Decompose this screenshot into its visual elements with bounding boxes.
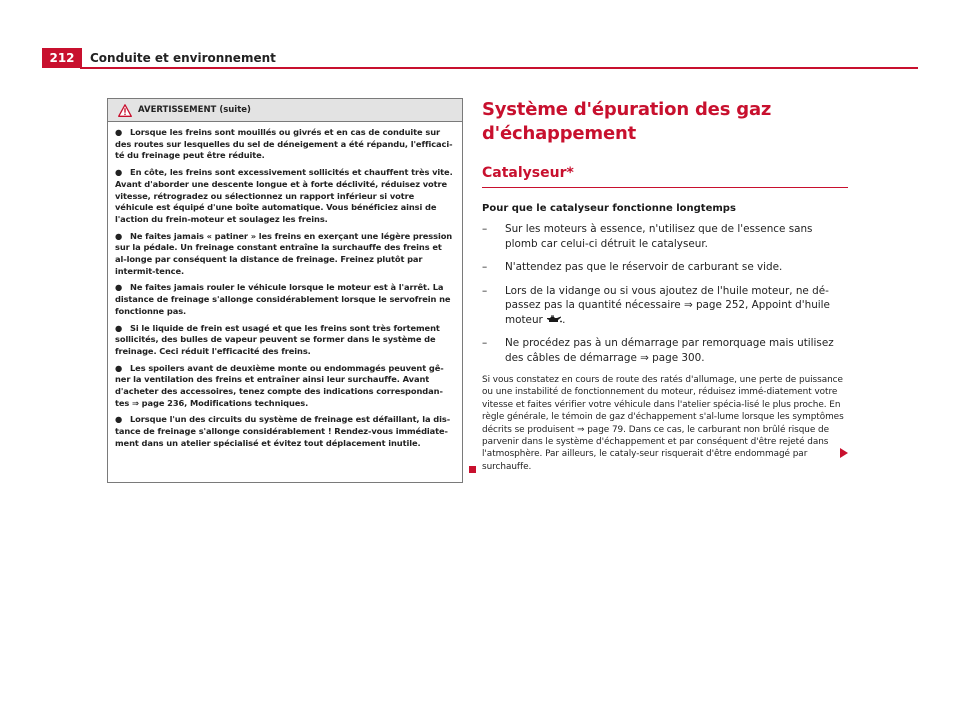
header-rule [80, 67, 918, 69]
list-item-text: Lors de la vidange ou si vous ajoutez de l'huile moteur, ne dé-passez pas la quantité nécessaire ⇒ page 252, Appoint d'huile moteur [505, 284, 830, 326]
warning-item-text: En côte, les freins sont excessivement sollicités et chauffent très vite. Avant d'aborder une descente longue et à forte déclivité, réduisez votre vitesse, rétrogradez ou sélectionnez un rapport inférieur si votre véhicule est équipé d'une boîte automatique. Vous bénéficiez ainsi de l'action du frein-moteur et soulagez les freins. [115, 167, 453, 224]
body-paragraph: Si vous constatez en cours de route des ratés d'allumage, une perte de puissance ou une instabilité de fonctionnement du moteur, réduisez immé-diatement votre vitesse et faites vérifier votre véhicule dans l'atelier spécia-lisé le plus proche. En règle générale, le témoin de gaz d'échappement s'al-lume lorsque les symptômes décrits se produisent ⇒ page 79. Dans ce cas, le carburant non brûlé risque de parvenir dans le système d'échappement et par conséquent d'être rejeté dans l'atmosphère. Par ailleurs, le cataly-seur risquerait d'être endommagé par surchauffe. [482, 375, 844, 472]
list-item-text: Sur les moteurs à essence, n'utilisez que de l'essence sans plomb car celui-ci détruit le catalyseur. [505, 223, 813, 250]
bullet: ● [115, 127, 123, 137]
warning-triangle-icon [118, 104, 132, 117]
bullet: ● [115, 322, 123, 333]
warning-item-text: Lorsque les freins sont mouillés ou givrés et en cas de conduite sur des routes sur lesquelles du sel de déneigement a été répandu, l'efficaci-té du freinage peut être réduite. [115, 127, 453, 161]
warning-item [115, 231, 454, 278]
list-item [482, 336, 848, 365]
section-title: Système d'épuration des gaz d'échappement [482, 99, 772, 144]
dash: – [482, 337, 488, 349]
bullet: ● [115, 230, 123, 241]
bullet: ● [115, 362, 123, 373]
oil-can-icon [546, 315, 562, 324]
page-number: 212 [42, 48, 82, 68]
bullet: ● [115, 414, 123, 425]
warning-item [115, 363, 454, 410]
warning-item [115, 127, 454, 162]
dash: – [482, 284, 488, 297]
warning-item [115, 414, 454, 449]
section-subtitle: Catalyseur* [482, 163, 848, 188]
main-content [482, 98, 848, 473]
warning-item [115, 282, 454, 317]
section-end-mark [469, 466, 476, 473]
dash: – [482, 261, 488, 273]
dash: – [482, 223, 488, 235]
continue-arrow-icon [840, 448, 848, 458]
list-item-text: Ne procédez pas à un démarrage par remorquage mais utilisez des câbles de démarrage ⇒ page 300. [505, 337, 834, 364]
warning-title: AVERTISSEMENT (suite) [138, 105, 251, 115]
list-item-text: N'attendez pas que le réservoir de carburant se vide. [505, 261, 783, 273]
list-item [482, 284, 848, 328]
warning-item-text: Ne faites jamais rouler le véhicule lorsque le moteur est à l'arrêt. La distance de freinage s'allonge considérablement lorsque le servofrein ne fonctionne pas. [115, 282, 451, 316]
list-item-suffix: . [562, 313, 566, 326]
list-item [482, 260, 848, 275]
list-item [482, 222, 848, 251]
warning-item [115, 167, 454, 226]
warning-body [108, 122, 462, 450]
warning-box [107, 98, 463, 483]
warning-item [115, 323, 454, 358]
warning-item-text: Les spoilers avant de deuxième monte ou endommagés peuvent gê-ner la ventilation des freins et entraîner ainsi leur surchauffe. Avant d'acheter des accessoires, tenez compte des indications correspondan-tes ⇒ page 236, Modifications techniques. [115, 362, 444, 408]
warning-item-text: Ne faites jamais « patiner » les freins en exerçant une légère pression sur la pédale. Un freinage constant entraîne la surchauffe des freins et al-longe par conséquent la distance de freinage. Freinez plutôt par intermit-tence. [115, 230, 453, 276]
paragraph-heading: Pour que le catalyseur fonctionne longtemps [482, 203, 736, 214]
chapter-title: Conduite et environnement [90, 51, 276, 65]
page-header [42, 48, 918, 68]
warning-header [108, 99, 462, 122]
warning-item-text: Si le liquide de frein est usagé et que les freins sont très fortement sollicités, des bulles de vapeur peuvent se former dans le système de freinage. Ceci réduit l'efficacité des freins. [115, 322, 440, 356]
bullet: ● [115, 282, 123, 293]
warning-item-text: Lorsque l'un des circuits du système de freinage est défaillant, la dis-tance de freinage s'allonge considérablement ! Rendez-vous immédiate-ment dans un atelier spécialisé et évitez tout déplacement inutile. [115, 414, 451, 448]
bullet: ● [115, 167, 123, 178]
